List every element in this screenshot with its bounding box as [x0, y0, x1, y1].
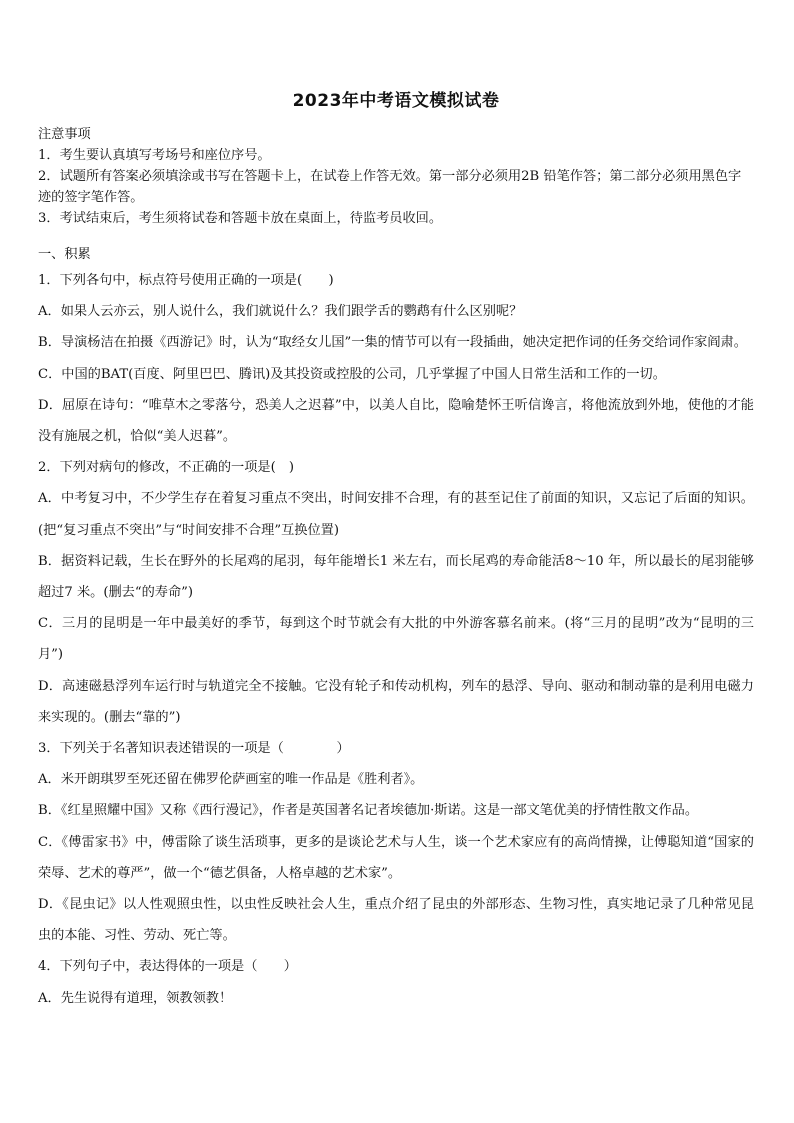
note-item-1: 1．考生要认真填写考场号和座位序号。	[38, 148, 271, 163]
question-2-stem: 2．下列对病句的修改，不正确的一项是( )	[38, 460, 295, 476]
question-3-option-a: A．米开朗琪罗至死还留在佛罗伦萨画室的唯一作品是《胜利者》。	[38, 772, 424, 788]
question-2-option-c: C．三月的昆明是一年中最美好的季节，每到这个时节就会有大批的中外游客慕名前来。(将“三月的昆明”改为“昆明的三月”)	[38, 616, 754, 663]
question-2-option-d: D．高速磁悬浮列车运行时与轨道完全不接触。它没有轮子和传动机构，列车的悬浮、导向、驱动和制动靠的是利用电磁力来实现的。(删去“靠的”)	[38, 678, 754, 725]
question-4-option-a: A．先生说得有道理，领教领教！	[38, 990, 233, 1006]
question-1-option-c: C．中国的BAT(百度、阿里巴巴、腾讯)及其投资或控股的公司，几乎掌握了中国人日常生活和工作的一切。	[38, 366, 666, 382]
page-title: 2023年中考语文模拟试卷	[292, 91, 500, 111]
note-item-2: 2．试题所有答案必须填涂或书写在答题卡上，在试卷上作答无效。第一部分必须用2B 铅笔作答；第二部分必须用黑色字迹的签字笔作答。	[38, 169, 742, 205]
notes-heading: 注意事项	[38, 127, 91, 142]
note-item-3: 3．考试结束后，考生须将试卷和答题卡放在桌面上，待监考员收回。	[38, 211, 443, 226]
question-3-option-b: B．《红星照耀中国》又称《西行漫记》，作者是英国著名记者埃德加·斯诺。这是一部文笔优美的抒情性散文作品。	[38, 803, 699, 819]
question-3-option-d: D．《昆虫记》以人性观照虫性，以虫性反映社会人生，重点介绍了昆虫的外部形态、生物习性，真实地记录了几种常见昆虫的本能、习性、劳动、死亡等。	[38, 897, 754, 944]
question-3-option-c: C．《傅雷家书》中，傅雷除了谈生活琐事，更多的是谈论艺术与人生，谈一个艺术家应有的高尚情操，让傅聪知道“国家的荣辱、艺术的尊严”，做一个“德艺俱备，人格卓越的艺术家”。	[38, 834, 754, 881]
question-1-stem: 1．下列各句中，标点符号使用正确的一项是( )	[38, 273, 334, 288]
notes-block	[38, 125, 754, 229]
question-2-option-a: A．中考复习中，不少学生存在着复习重点不突出，时间安排不合理，有的甚至记住了前面的知识，又忘记了后面的知识。(把“复习重点不突出”与“时间安排不合理”互换位置)	[38, 491, 754, 538]
question-1-option-b: B．导演杨洁在拍摄《西游记》时，认为“取经女儿国”一集的情节可以有一段插曲，她决定把作词的任务交给词作家阎肃。	[38, 335, 747, 351]
section-heading: 一、积累	[38, 247, 91, 262]
question-1-option-a: A．如果人云亦云，别人说什么，我们就说什么？我们跟学舌的鹦鹉有什么区别呢？	[38, 304, 523, 320]
question-4-stem: 4．下列句子中，表达得体的一项是（ ）	[38, 959, 297, 975]
question-3-stem: 3．下列关于名著知识表述错误的一项是（ ）	[38, 741, 350, 757]
question-list	[38, 265, 754, 1014]
question-1-option-d: D．屈原在诗句：“唯草木之零落兮，恐美人之迟暮”中，以美人自比，隐喻楚怀王听信谗言，将他流放到外地，使他的才能没有施展之机，恰似“美人迟暮”。	[38, 397, 754, 445]
question-2-option-b: B．据资料记载，生长在野外的长尾鸡的尾羽，每年能增长1 米左右，而长尾鸡的寿命能活8～10 年，所以最长的尾羽能够超过7 米。(删去“的寿命”)	[38, 553, 754, 601]
